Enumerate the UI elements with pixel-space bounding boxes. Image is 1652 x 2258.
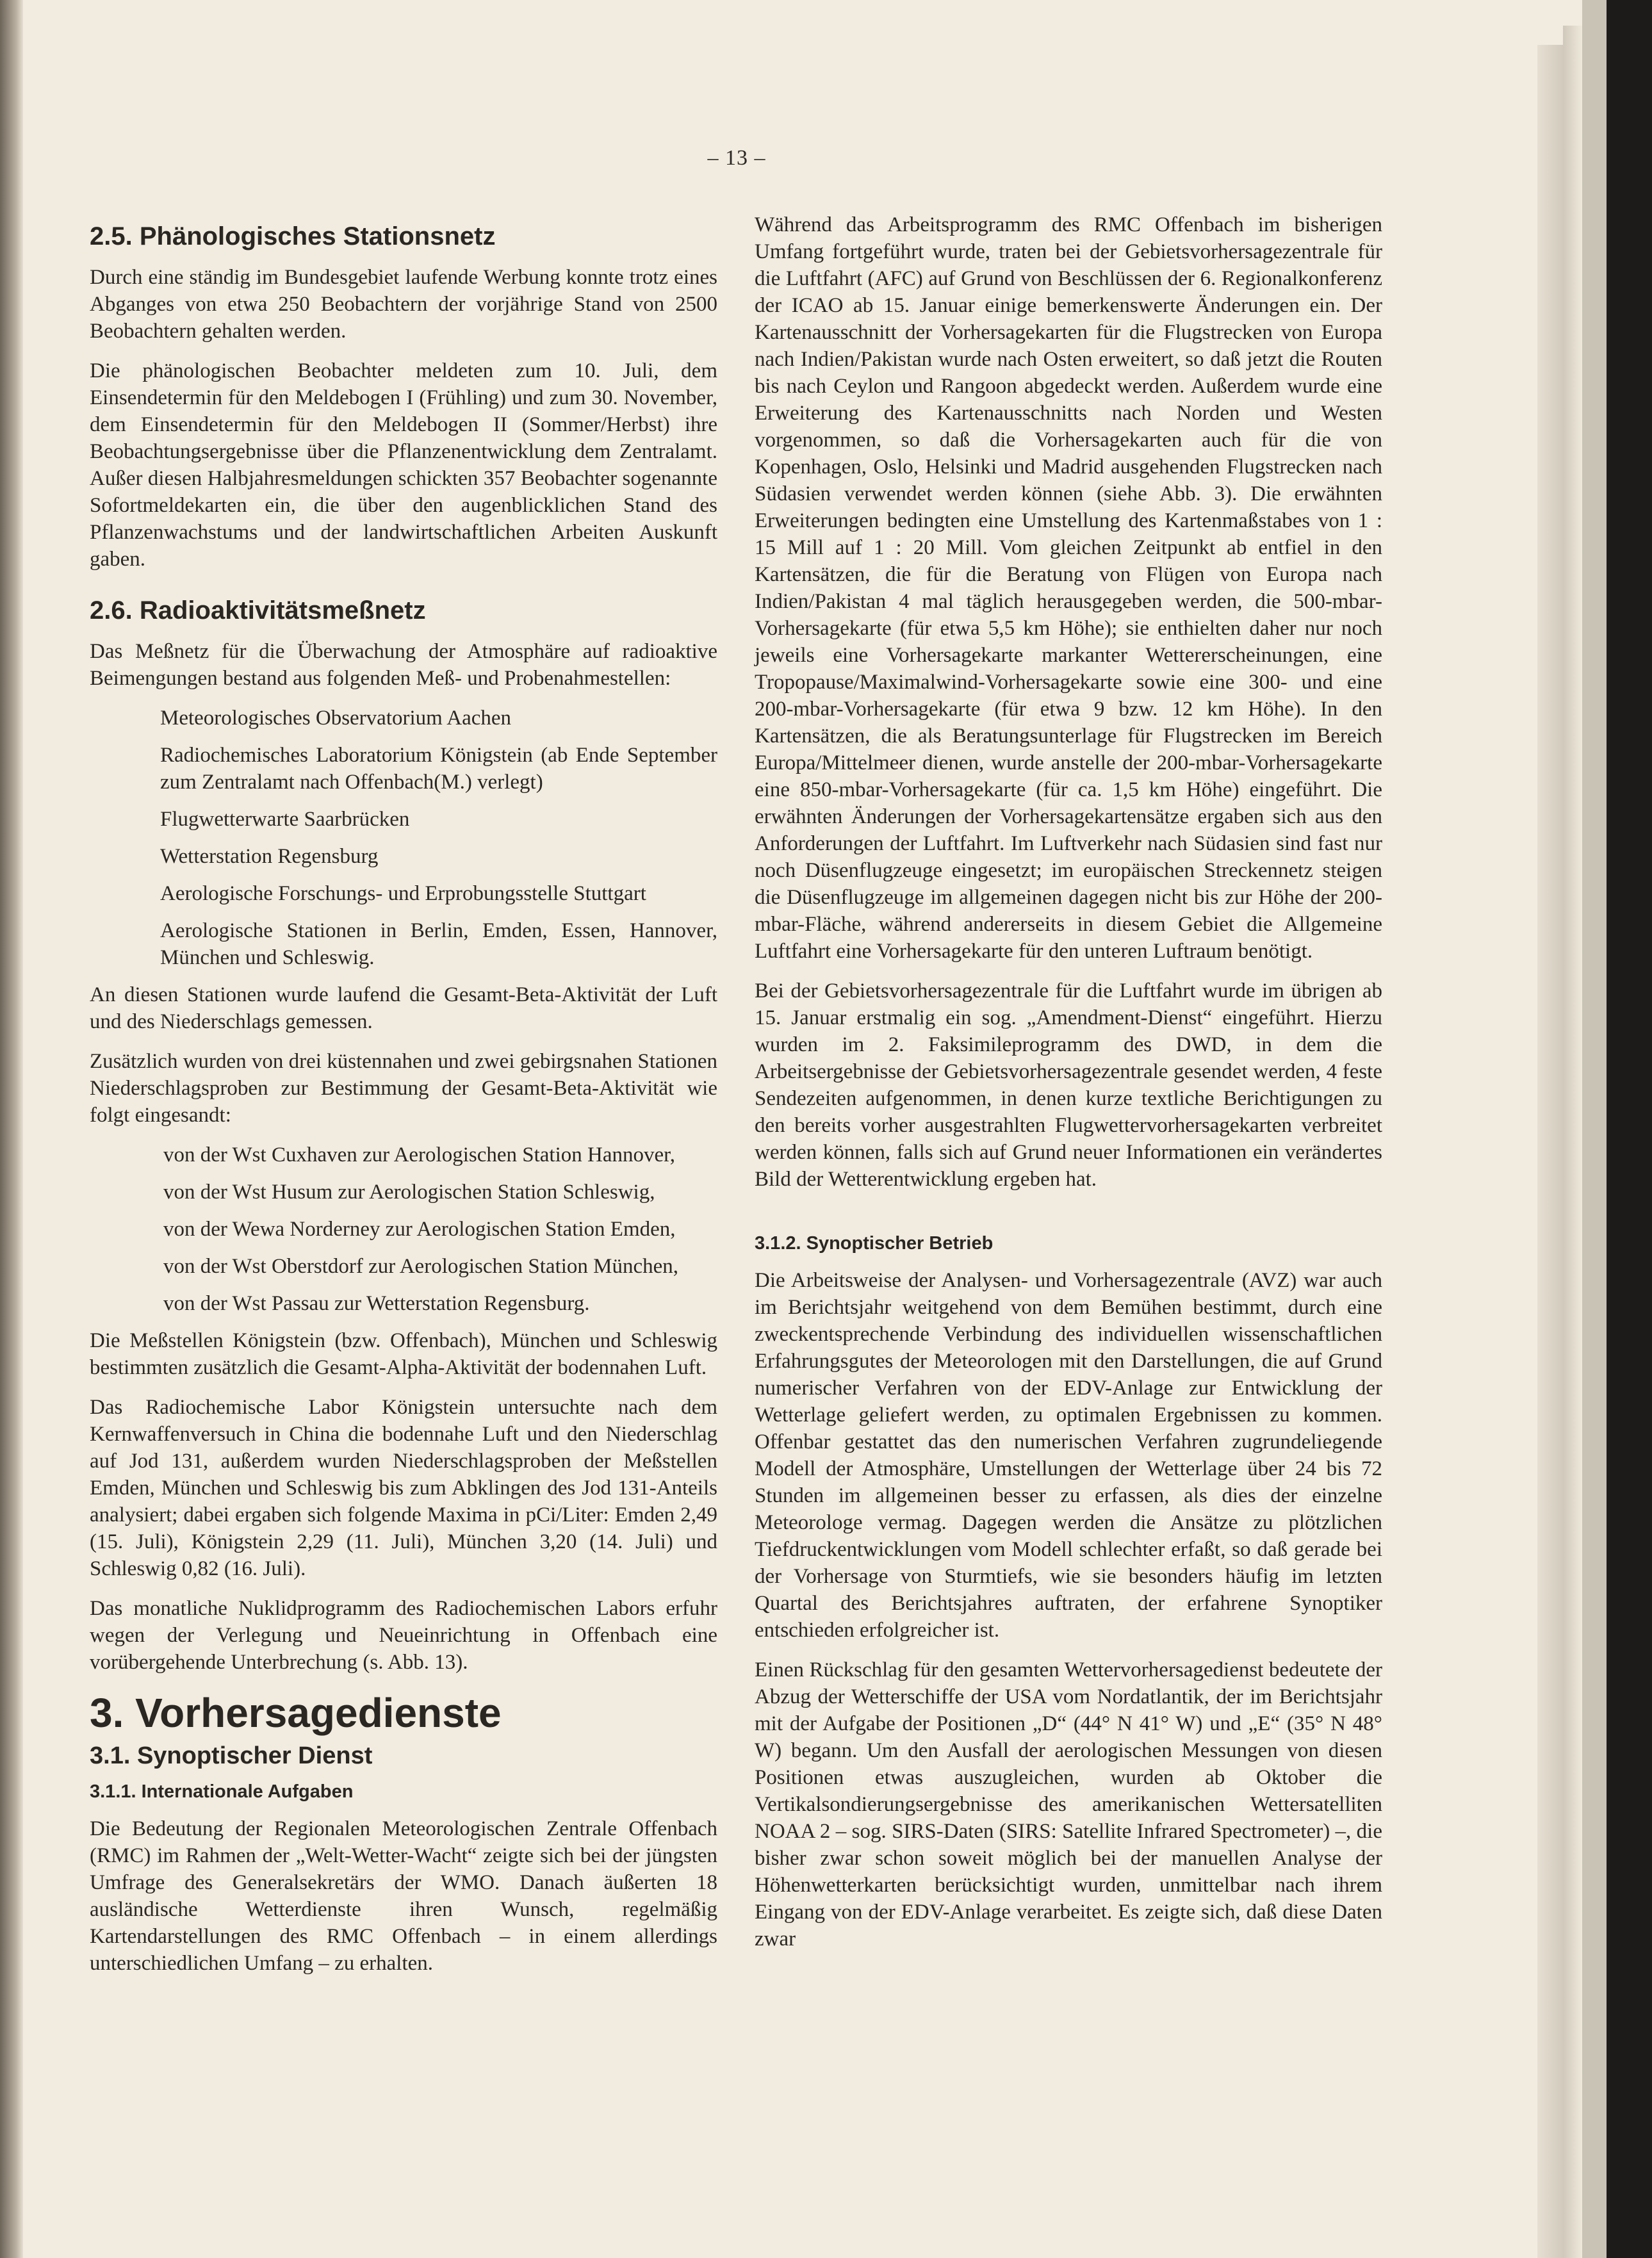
paragraph: An diesen Stationen wurde laufend die Gesamt-Beta-Aktivität der Luft und des Niederschlags gemessen. (90, 983, 717, 1033)
page-number: – 13 – (707, 146, 766, 170)
page-edge-outer (1563, 26, 1582, 2258)
paragraph: Das monatliche Nuklidprogramm des Radiochemischen Labors erfuhr wegen der Verlegung und Neueinrichtung in Offenbach eine vorübergehende Unterbrechung (s. Abb. 13). (90, 1597, 717, 1674)
list-item: Aerologische Stationen in Berlin, Emden, Essen, Hannover, München und Schleswig. (160, 919, 717, 969)
book-binding (0, 0, 23, 2258)
paragraph: Das Meßnetz für die Überwachung der Atmosphäre auf radioaktive Beimengungen bestand aus folgenden Meß- und Probenahmestellen: (90, 640, 717, 690)
paragraph: Einen Rückschlag für den gesamten Wettervorhersagedienst bedeutete der Abzug der Wetterschiffe der USA vom Nordatlantik, der im Berichtsjahr mit der Aufgabe der Positionen „D“ (44° N 41° W) und „E“ (35° N 48° W) begann. Um den Ausfall der aerologischen Messungen von diesen Positionen etwas auszugleichen, wurden ab Oktober die Vertikalsondierungsergebnisse des amerikanischen Wettersatelliten NOAA 2 – sog. SIRS-Daten (SIRS: Satellite Infrared Spectrometer) –, die bisher zwar schon soweit möglich bei der manuellen Analyse der Höhenwetterkarten berücksichtigt wurden, unmittelbar nach ihrem Eingang von der EDV-Anlage verarbeitet. Es zeigte sich, daß diese Daten zwar (755, 1658, 1382, 1951)
paragraph: Die phänologischen Beobachter meldeten zum 10. Juli, dem Einsendetermin für den Meldebogen I (Frühling) und zum 30. November, dem Einsendetermin für den Meldebogen II (Sommer/Herbst) ihre Beobachtungsergebnisse über die Pflanzenentwicklung dem Zentralamt. Außer diesen Halbjahresmeldungen schickten 357 Beobachter sogenannte Sofortmeldekarten ein, die über den augenblicklichen Stand des Pflanzenwachstums und der landwirtschaftlichen Arbeiten Auskunft gaben. (90, 359, 717, 571)
left-column (90, 211, 717, 1990)
section-2-6-title: 2.6. Radioaktivitätsmeßnetz (90, 596, 426, 625)
list-item: Wetterstation Regensburg (160, 845, 379, 868)
chapter-3-title: 3. Vorhersagedienste (90, 1690, 502, 1736)
paragraph: Durch eine ständig im Bundesgebiet laufende Werbung konnte trotz eines Abganges von etwa 250 Beobachtern der vorjährige Stand von 2500 Beobachtern gehalten werden. (90, 266, 717, 343)
list-item: Aerologische Forschungs- und Erprobungsstelle Stuttgart (160, 882, 646, 905)
paragraph: Zusätzlich wurden von drei küstennahen und zwei gebirgsnahen Stationen Niederschlagsproben zur Bestimmung der Gesamt-Beta-Aktivität wie folgt eingesandt: (90, 1050, 717, 1127)
list-item: Radiochemisches Laboratorium Königstein (ab Ende September zum Zentralamt nach Offenbach(M.) verlegt) (160, 744, 717, 794)
paragraph: Die Bedeutung der Regionalen Meteorologischen Zentrale Offenbach (RMC) im Rahmen der „Welt-Wetter-Wacht“ zeigte sich bei der jüngsten Umfrage des Generalsekretärs der WMO. Danach äußerten 18 ausländische Wetterdienste ihren Wunsch, regelmäßig Kartendarstellungen des RMC Offenbach – in einem allerdings unterschiedlichen Umfang – zu erhalten. (90, 1817, 717, 1975)
section-3-1-title: 3.1. Synoptischer Dienst (90, 1742, 373, 1769)
list-item: Flugwetterwarte Saarbrücken (160, 808, 410, 831)
paragraph: Die Meßstellen Königstein (bzw. Offenbach), München und Schleswig bestimmten zusätzlich die Gesamt-Alpha-Aktivität der bodennahen Luft. (90, 1329, 717, 1379)
section-3-1-1-title: 3.1.1. Internationale Aufgaben (90, 1781, 354, 1802)
paragraph: Das Radiochemische Labor Königstein untersuchte nach dem Kernwaffenversuch in China die bodennahe Luft und den Niederschlag auf Jod 131, außerdem wurden Niederschlagsproben der Meßstellen Emden, München und Schleswig bis zum Abklingen des Jod 131-Anteils analysiert; dabei ergaben sich folgende Maxima in pCi/Liter: Emden 2,49 (15. Juli), Königstein 2,29 (11. Juli), München 3,20 (14. Juli) und Schleswig 0,82 (16. Juli). (90, 1396, 717, 1580)
spacer (755, 1206, 1382, 1231)
list-item: Meteorologisches Observatorium Aachen (160, 707, 512, 730)
right-column (755, 211, 1382, 1965)
scan-background (1607, 0, 1652, 2258)
list-item: von der Wewa Norderney zur Aerologischen Station Emden, (163, 1218, 676, 1241)
list-item: von der Wst Oberstdorf zur Aerologischen Station München, (163, 1255, 679, 1278)
list-item: von der Wst Husum zur Aerologischen Station Schleswig, (163, 1181, 655, 1204)
paragraph: Die Arbeitsweise der Analysen- und Vorhersagezentrale (AVZ) war auch im Berichtsjahr weitgehend von dem Bemühen bestimmt, durch eine zweckentsprechende Verbindung des individuellen wissenschaftlichen Erfahrungsgutes der Meteorologen mit den Darstellungen, die auf Grund numerischer Verfahren von der EDV-Anlage zur Entwicklung der Wetterlage geliefert werden, zu optimalen Ergebnissen zu kommen. Offenbar gestattet das den numerischen Verfahren zugrundeliegende Modell der Atmosphäre, Umstellungen der Wetterlage über 24 bis 72 Stunden im allgemeinen besser zu erfassen, als dies der einzelne Meteorologe vermag. Dagegen werden die Ansätze zu plötzlichen Tiefdruckentwicklungen vom Modell schlechter erfaßt, so daß gerade bei der Vorhersage von Sturmtiefs, wie sie besonders häufig im letzten Quartal des Berichtsjahres auftraten, der erfahrene Synoptiker entschieden erfolgreicher ist. (755, 1269, 1382, 1642)
paragraph: Während das Arbeitsprogramm des RMC Offenbach im bisherigen Umfang fortgeführt wurde, traten bei der Gebietsvorhersagezentrale für die Luftfahrt (AFC) auf Grund von Beschlüssen der 6. Regionalkonferenz der ICAO ab 15. Januar einige bemerkenswerte Änderungen ein. Der Kartenausschnitt der Vorhersagekarten für die Flugstrecken von Europa nach Indien/Pakistan wurde nach Osten erweitert, so daß jetzt die Routen bis nach Ceylon und Rangoon abgedeckt werden. Außerdem wurde eine Erweiterung des Kartenausschnitts nach Norden und Westen vorgenommen, so daß die Vorhersagekarten auch für die von Kopenhagen, Oslo, Helsinki und Madrid ausgehenden Flugstrecken nach Südasien verwendet werden können (siehe Abb. 3). Die erwähnten Erweiterungen bedingten eine Umstellung des Kartenmaßstabes von 1 : 15 Mill auf 1 : 20 Mill. Vom gleichen Zeitpunkt ab entfiel in den Kartensätzen, die für die Beratung von Flügen von Europa nach Indien/Pakistan 4 mal täglich herausgegeben werden, die 500-mbar-Vorhersagekarte (für etwa 5,5 km Höhe); sie enthielten daher nur noch jeweils eine Vorhersagekarte markanter Wettererscheinungen, eine Tropopause/Maximalwind-Vorhersagekarte sowie eine 300- und eine 200-mbar-Vorhersagekarte (für etwa 9 bzw. 12 km Höhe). In den Kartensätzen, die als Beratungsunterlage für Flugstrecken im Bereich Europa/Mittelmeer dienen, wurde anstelle der 200-mbar-Vorhersagekarte eine 850-mbar-Vorhersagekarte (für ca. 1,5 km Höhe) eingeführt. Die erwähnten Änderungen der Vorhersagekartensätze ergaben sich aus den Anforderungen der Luftfahrt. Im Luftverkehr nach Südasien sind fast nur noch Düsenflugzeuge eingesetzt; im europäischen Streckennetz steigen die Düsenflugzeuge im allgemeinen dagegen nicht bis zur Höhe der 200-mbar-Fläche, während andererseits in diesem Gebiet die Allgemeine Luftfahrt eine Vorhersagekarte für den unteren Luftraum benötigt. (755, 213, 1382, 963)
section-2-5-title: 2.5. Phänologisches Stationsnetz (90, 222, 496, 250)
sample-route-list (90, 1141, 717, 1317)
station-list (90, 705, 717, 971)
list-item: von der Wst Passau zur Wetterstation Regensburg. (163, 1292, 590, 1315)
list-item: von der Wst Cuxhaven zur Aerologischen Station Hannover, (163, 1143, 676, 1166)
paragraph: Bei der Gebietsvorhersagezentrale für die Luftfahrt wurde im übrigen ab 15. Januar erstmalig ein sog. „Amendment-Dienst“ eingeführt. Hierzu wurden im 2. Faksimileprogramm des DWD, in dem die Arbeitsergebnisse der Gebietsvorhersagezentrale gesendet werden, 4 feste Sendezeiten aufgenommen, in denen kurze textliche Berichtigungen zu den bereits vorher ausgestrahlten Flugwettervorhersagekarten verbreitet werden können, falls sich auf Grund neuer Informationen ein verändertes Bild der Wetterentwicklung ergeben hat. (755, 979, 1382, 1191)
page-edge (1537, 45, 1563, 2258)
section-3-1-2-title: 3.1.2. Synoptischer Betrieb (755, 1233, 994, 1254)
